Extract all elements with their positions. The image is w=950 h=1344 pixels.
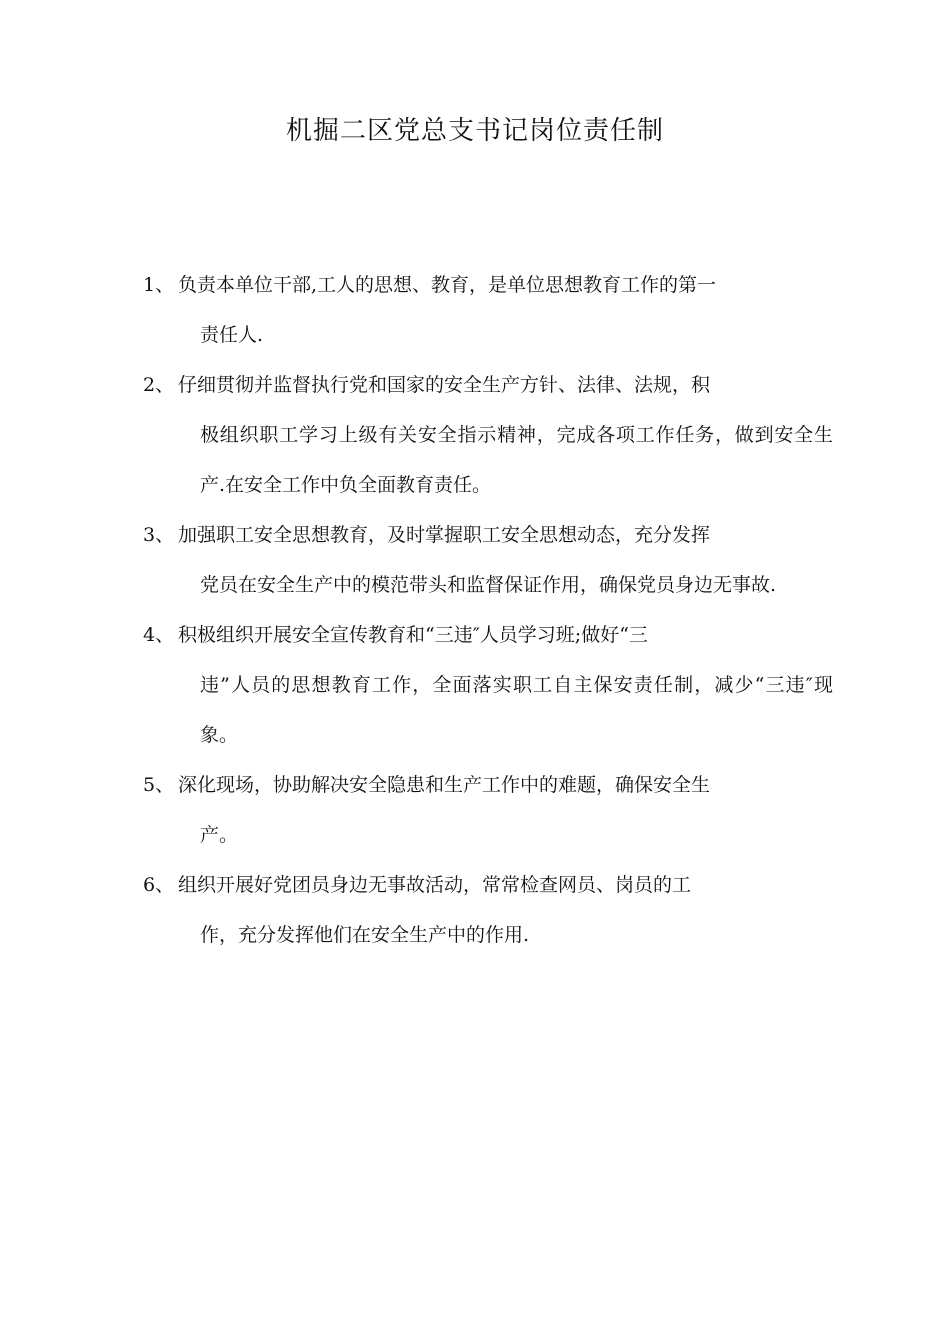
item-first-line: 仔细贯彻并监督执行党和国家的安全生产方针、法律、法规，积	[178, 374, 711, 396]
item-continuation: 作，充分发挥他们在安全生产中的作用.	[200, 924, 530, 946]
item-continuation: 产。	[200, 824, 239, 846]
item-number: 6、	[143, 874, 175, 896]
list-item	[143, 260, 833, 360]
item-number: 2、	[143, 374, 175, 396]
list-item	[143, 610, 833, 760]
item-first-line: 负责本单位干部,工人的思想、教育，是单位思想教育工作的第一	[178, 274, 717, 296]
item-first-line: 加强职工安全思想教育，及时掌握职工安全思想动态，充分发挥	[178, 524, 711, 546]
item-number: 1、	[143, 274, 175, 296]
item-number: 4、	[143, 624, 175, 646]
item-number: 5、	[143, 774, 175, 796]
item-continuation: 党员在安全生产中的模范带头和监督保证作用，确保党员身边无事故.	[200, 574, 777, 596]
list-item	[143, 360, 833, 510]
list-item	[143, 760, 833, 860]
item-first-line: 组织开展好党团员身边无事故活动，常常检查网员、岗员的工	[178, 874, 692, 896]
item-first-line: 积极组织开展安全宣传教育和“三违″人员学习班;做好“三	[178, 624, 648, 646]
item-first-line: 深化现场，协助解决安全隐患和生产工作中的难题，确保安全生	[178, 774, 711, 796]
item-continuation: 违”人员的思想教育工作，全面落实职工自主保安责任制，减少“三违″现象。	[200, 674, 833, 746]
item-continuation: 责任人.	[200, 324, 264, 346]
list-item	[143, 510, 833, 610]
item-number: 3、	[143, 524, 175, 546]
list-item	[143, 860, 833, 960]
responsibility-list	[143, 260, 833, 960]
document-title: 机掘二区党总支书记岗位责任制	[285, 116, 664, 146]
item-continuation: 极组织职工学习上级有关安全指示精神，完成各项工作任务，做到安全生产.在安全工作中负全面教育责任。	[200, 424, 833, 496]
